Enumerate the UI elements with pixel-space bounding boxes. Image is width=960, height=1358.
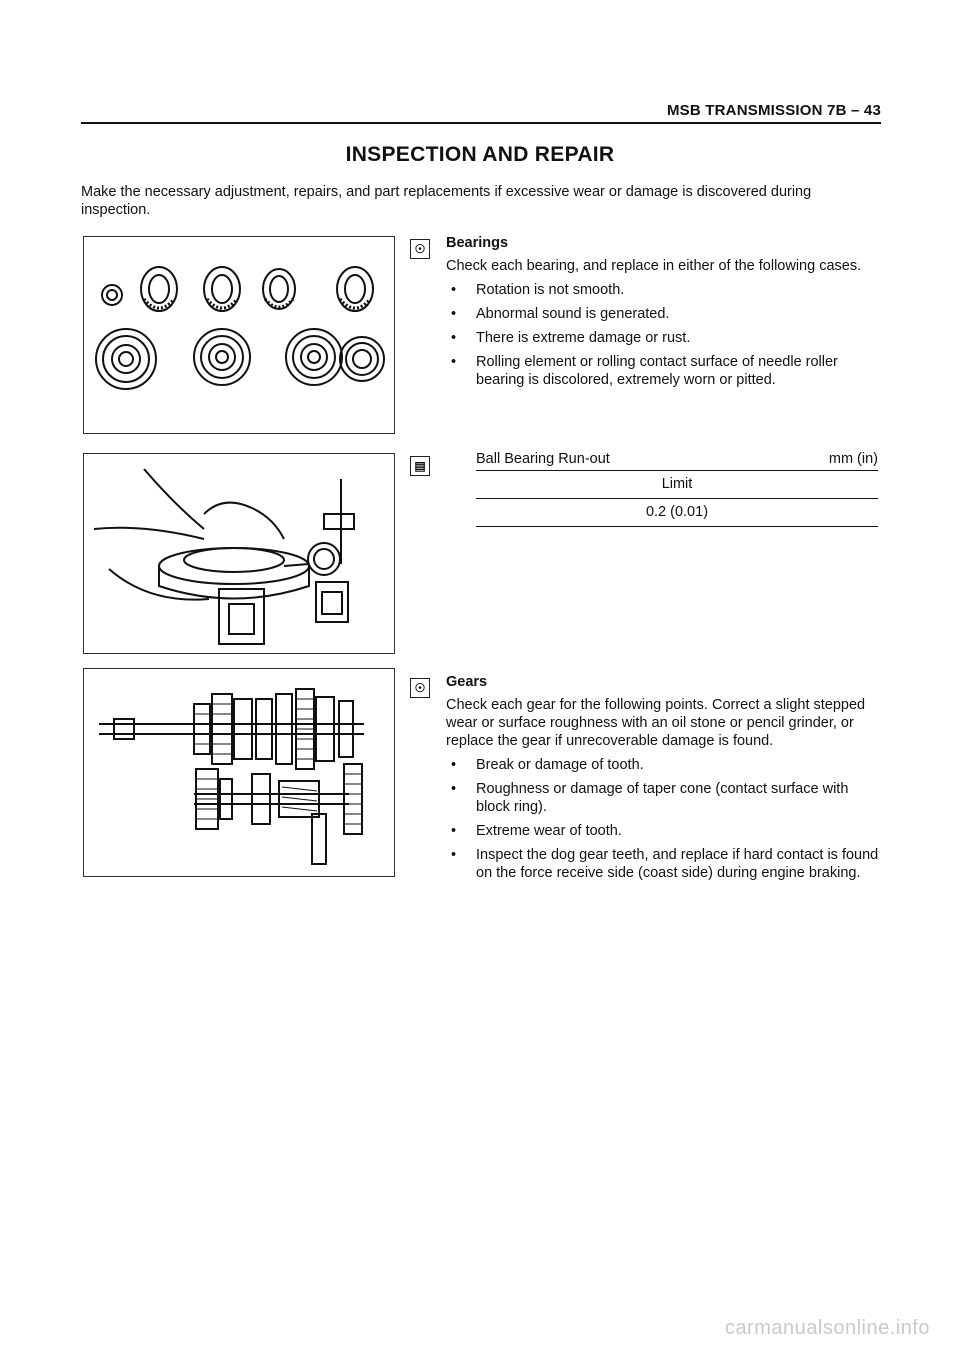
page-header — [81, 100, 881, 124]
spec-label: Ball Bearing Run-out — [476, 451, 610, 467]
bearings-list — [446, 281, 886, 389]
spec-icon-glyph: ▤ — [414, 459, 426, 473]
page-title: INSPECTION AND REPAIR — [345, 143, 615, 166]
list-item: • Extreme wear of tooth. — [446, 822, 886, 840]
list-item: • Rolling element or rolling contact surface of needle roller bearing is discolored, extremely worn or pitted. — [446, 353, 886, 389]
list-item: • Rotation is not smooth. — [446, 281, 886, 299]
list-item: • Abnormal sound is generated. — [446, 305, 886, 323]
runout-spec-table — [476, 451, 878, 527]
section-title: MSB TRANSMISSION 7B – 43 — [666, 102, 881, 119]
list-item: • There is extreme damage or rust. — [446, 329, 886, 347]
spec-unit: mm (in) — [828, 451, 878, 467]
list-item: • Inspect the dog gear teeth, and replace if hard contact is found on the force receive side (coast side) during engine braking. — [446, 846, 886, 882]
gears-section — [446, 674, 886, 888]
needle-bearing-illustration — [102, 267, 373, 311]
gears-figure — [83, 668, 395, 877]
inspect-icon — [410, 678, 430, 698]
bearings-heading: Bearings — [446, 235, 509, 251]
intro-paragraph: Make the necessary adjustment, repairs, and part replacements if excessive wear or damage is discovered during inspection. — [81, 184, 812, 218]
runout-figure — [83, 453, 395, 654]
counter-shaft-gear-illustration — [194, 764, 362, 864]
inspect-icon-glyph: ☉ — [414, 681, 426, 695]
spec-icon — [410, 456, 430, 476]
spec-column-header: Limit — [476, 471, 878, 499]
spec-value: 0.2 (0.01) — [476, 499, 878, 527]
bearings-section — [446, 235, 886, 395]
list-item: • Roughness or damage of taper cone (contact surface with block ring). — [446, 780, 886, 816]
inspect-icon — [410, 239, 430, 259]
bearings-figure — [83, 236, 395, 434]
gears-text: Check each gear for the following points. Correct a slight stepped wear or surface roughness with an oil stone or pencil grinder, or replace the gear if unrecoverable damage is found. — [446, 697, 866, 749]
bearings-text: Check each bearing, and replace in either of the following cases. — [446, 258, 862, 274]
main-shaft-gear-illustration — [99, 689, 364, 769]
ball-bearing-illustration — [96, 329, 384, 389]
list-item: • Break or damage of tooth. — [446, 756, 886, 774]
gears-heading: Gears — [446, 674, 488, 690]
gears-list — [446, 756, 886, 882]
inspect-icon-glyph: ☉ — [414, 242, 426, 256]
watermark: carmanualsonline.info — [724, 1317, 930, 1339]
spec-header-row — [476, 451, 878, 471]
